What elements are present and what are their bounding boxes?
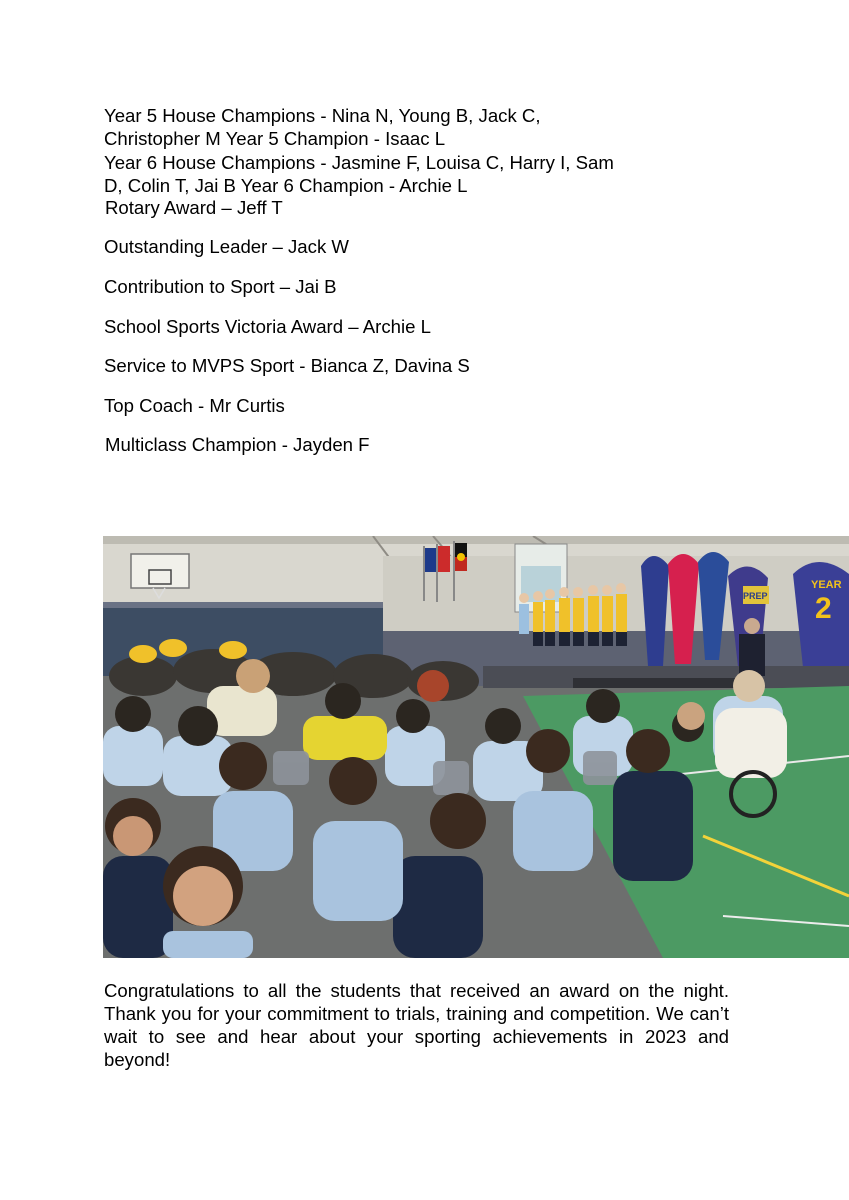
banner-number-text: 2 <box>815 592 832 625</box>
awards-night-photo <box>103 536 849 958</box>
outstanding-leader-award: Outstanding Leader – Jack W <box>104 236 349 257</box>
year5-house-champions-line-1: Year 5 House Champions - Nina N, Young B, Jack C, <box>104 105 541 126</box>
closing-message: Congratulations to all the students that received an award on the night. Thank you for your commitment to trials, training and competition. We can’t wait to see and hear about your sporting achievements in 2023 and beyond! <box>104 979 729 1071</box>
contribution-to-sport-award: Contribution to Sport – Jai B <box>104 276 337 297</box>
year5-house-champions-line-2: Christopher M Year 5 Champion - Isaac L <box>104 128 446 150</box>
service-to-mvps-sport-award: Service to MVPS Sport - Bianca Z, Davina S <box>104 355 470 376</box>
awards-list <box>104 104 744 455</box>
top-coach-award: Top Coach - Mr Curtis <box>104 395 285 416</box>
year6-house-champions-line-1: Year 6 House Champions - Jasmine F, Louisa C, Harry I, Sam <box>104 151 614 173</box>
banner-year-text: YEAR <box>811 579 842 591</box>
school-sports-victoria-award: School Sports Victoria Award – Archie L <box>104 316 431 337</box>
multiclass-champion-award: Multiclass Champion - Jayden F <box>105 434 370 455</box>
banner-prep-text: PREP <box>743 591 768 601</box>
rotary-award: Rotary Award – Jeff T <box>105 197 283 218</box>
year6-house-champions-line-2: D, Colin T, Jai B Year 6 Champion - Archie L <box>104 175 468 197</box>
